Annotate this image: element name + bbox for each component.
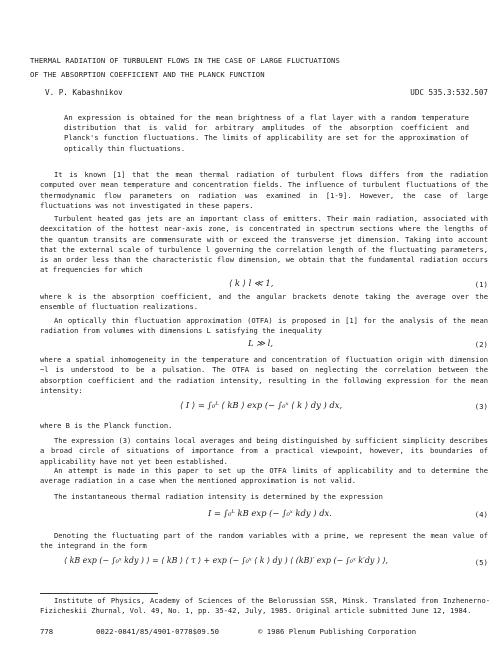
- equation-1-number: (1): [474, 280, 488, 289]
- paragraph-attempt: An attempt is made in this paper to set up the OTFA limits of applicability and to determine the average radiation in a case when the mentioned approximation is not valid.: [40, 466, 488, 486]
- equation-1: ⟨ k ⟩ l ≪ 1,: [229, 278, 274, 288]
- equation-4: I = ∫₀ᴸ kB exp (− ∫₀ˣ kdy ) dx.: [208, 508, 332, 518]
- equation-5: ⟨ kB exp (− ∫₀ˣ kdy ) ⟩ = ⟨ kB ⟩ ⟨ τ ⟩ + exp (− ∫₀ˣ ⟨ k ⟩ dy ) ⟨ (kB)′ exp (− ∫₀ˣ k′dy ) ⟩,: [64, 556, 389, 565]
- paragraph-jets: Turbulent heated gas jets are an important class of emitters. Their main radiation, associated with deexcitation of the hottest near-axis zone, is concentrated in spectrum sections where the lengths of the quantum transits are commensurate with or exceed the transverse jet dimension. Taking into account that the external scale of turbulence l governing the correlation length of the fluctuating parameters, is an order less than the characteristic flow dimension, we obtain that the fundamental radiation occurs at frequencies for which: [40, 214, 488, 275]
- footnote-rule: [40, 593, 158, 594]
- paragraph-otfa: An optically thin fluctuation approximation (OTFA) is proposed in [1] for the analysis of the mean radiation from volumes with dimensions L satisfying the inequality: [40, 316, 488, 336]
- title-line-2: OF THE ABSORPTION COEFFICIENT AND THE PLANCK FUNCTION: [30, 70, 265, 79]
- journal-code: 0022-0841/85/4901-0778$09.50: [96, 627, 220, 636]
- equation-3-number: (3): [474, 402, 488, 411]
- equation-2-number: (2): [474, 340, 488, 349]
- equation-2: L ≫ l,: [248, 338, 273, 348]
- paragraph-fluctuating: Denoting the fluctuating part of the random variables with a prime, we represent the mean value of the integrand in the form: [40, 531, 488, 551]
- author: V. P. Kabashnikov: [45, 88, 123, 97]
- copyright: © 1986 Plenum Publishing Corporation: [258, 627, 417, 636]
- paragraph-applicability: The expression (3) contains local averages and being distinguished by sufficient simplicity describes a broad circle of situations of importance from a practical viewpoint, however, its boundaries of applicability have not yet been established.: [40, 436, 488, 466]
- paragraph-instantaneous: The instantaneous thermal radiation intensity is determined by the expression: [54, 492, 383, 501]
- paragraph-absorption: where k is the absorption coefficient, and the angular brackets denote taking the average over the ensemble of fluctuation realizations.: [40, 292, 488, 312]
- equation-4-number: (4): [474, 510, 488, 519]
- equation-5-number: (5): [474, 558, 488, 567]
- paragraph-intro: It is known [1] that the mean thermal radiation of turbulent flows differs from the radiation computed over mean temperature and concentration fields. The influence of turbulent fluctuations of the thermodynamic flow parameters on radiation was examined in [1-9]. However, the case of large fluctuations was not investigated in these papers.: [40, 170, 488, 210]
- udc-code: UDC 535.3:532.507: [410, 88, 488, 97]
- paragraph-pulsation: where a spatial inhomogeneity in the temperature and concentration of fluctuation origin with dimension ~l is understood to be a pulsation. The OTFA is based on neglecting the correlation between the absorption coefficient and the radiation intensity, resulting in the following expression for the mean intensity:: [40, 355, 488, 395]
- abstract: An expression is obtained for the mean brightness of a flat layer with a random temperature distribution that is valid for arbitrary amplitudes of the absorption coefficient and Planck's function fluctuations. The limits of applicability are set for the approximation of optically thin fluctuations.: [64, 113, 469, 153]
- equation-3: ⟨ I ⟩ = ∫₀ᴸ ⟨ kB ⟩ exp (− ∫₀ˣ ⟨ k ⟩ dy ) dx,: [180, 400, 343, 410]
- paragraph-planck: where B is the Planck function.: [40, 421, 173, 430]
- page-number: 778: [40, 627, 54, 636]
- title-line-1: THERMAL RADIATION OF TURBULENT FLOWS IN THE CASE OF LARGE FLUCTUATIONS: [30, 56, 340, 65]
- footnote: Institute of Physics, Academy of Sciences of the Belorussian SSR, Minsk. Translated from Inzhenerno-Fizicheskii Zhurnal, Vol. 49, No. 1, pp. 35-42, July, 1985. Original article submitted June 12, 1984.: [40, 596, 490, 615]
